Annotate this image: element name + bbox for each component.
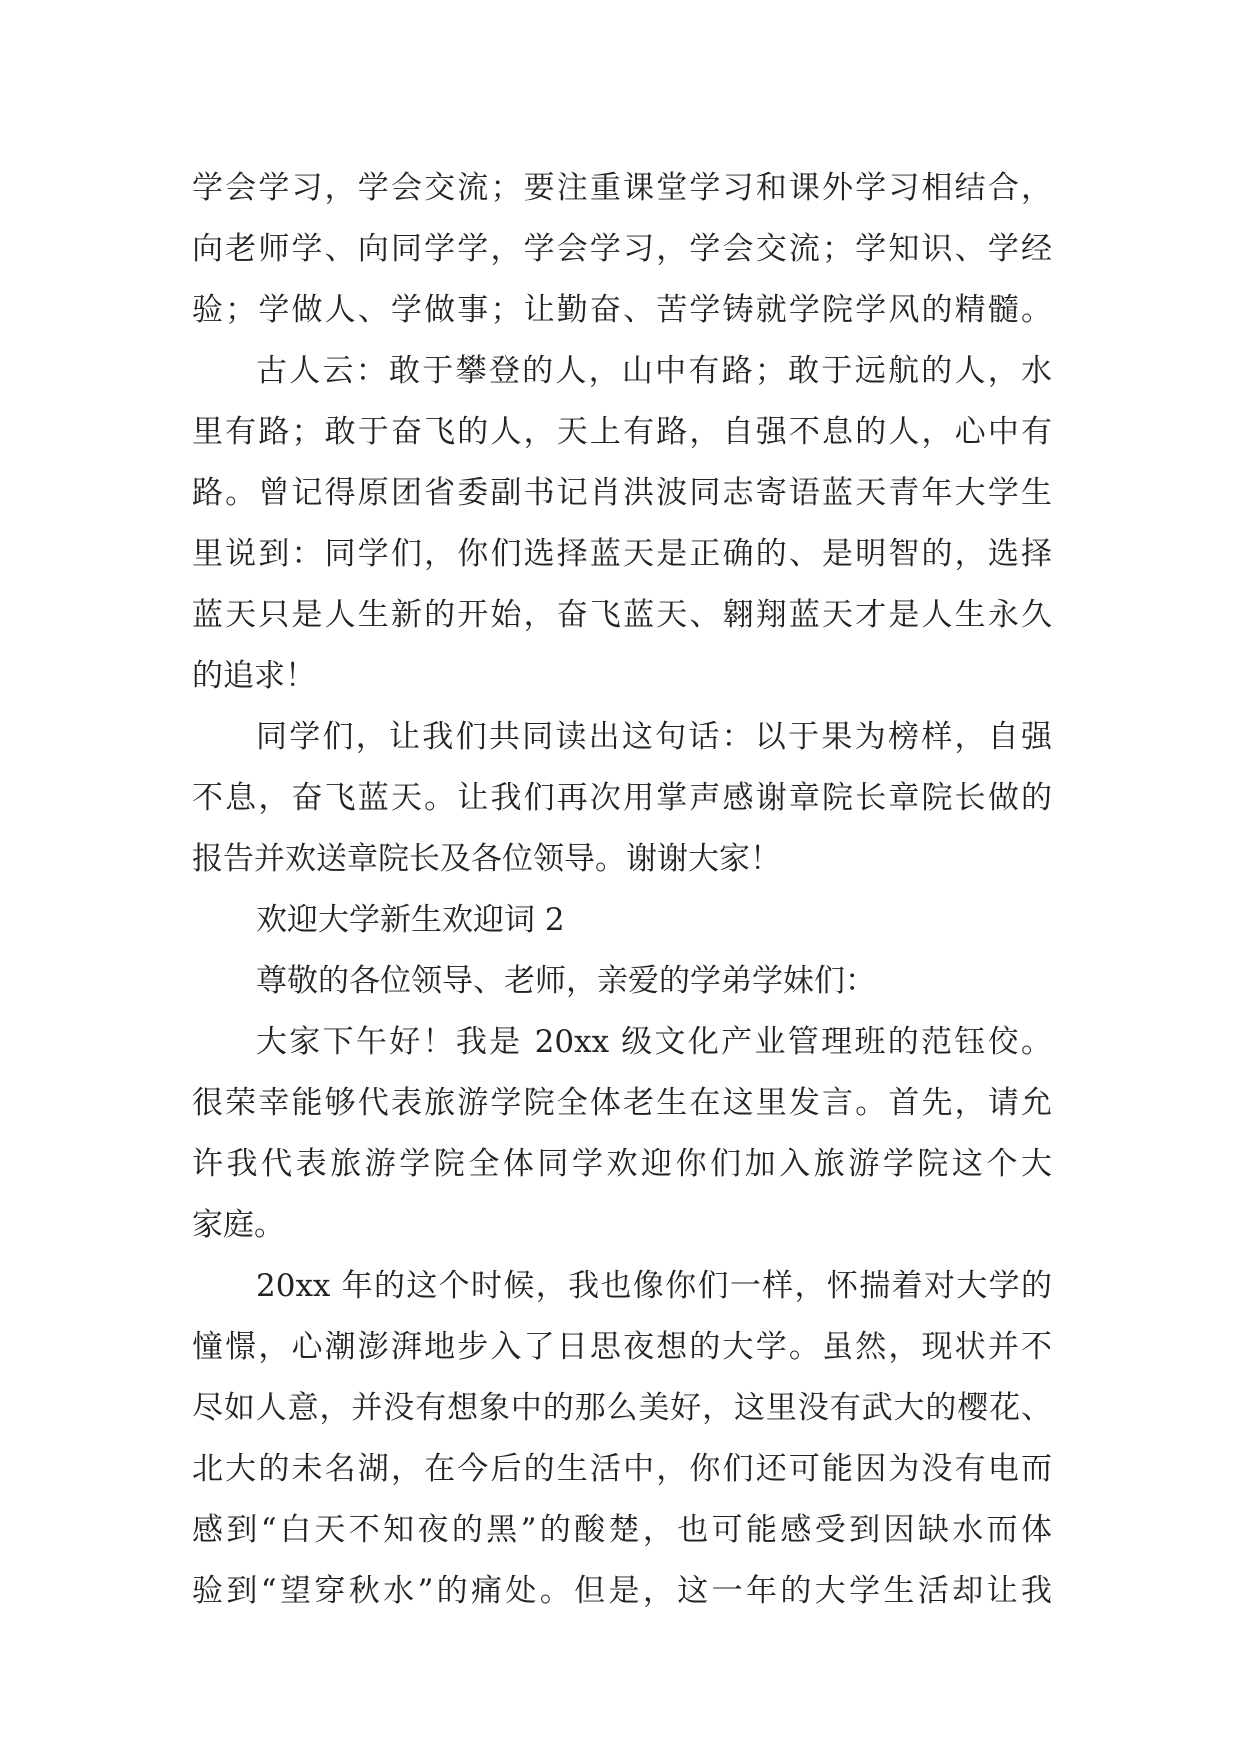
text-line: 许我代表旅游学院全体同学欢迎你们加入旅游学院这个大 bbox=[192, 1146, 1052, 1182]
text-line: 20xx 年的这个时候，我也像你们一样，怀揣着对大学的 bbox=[256, 1268, 1052, 1304]
text-line: 家庭。 bbox=[192, 1207, 285, 1243]
text-line: 报告并欢送章院长及各位领导。谢谢大家！ bbox=[192, 841, 781, 877]
document-body bbox=[192, 158, 1052, 1622]
text-line: 验；学做人、学做事；让勤奋、苦学铸就学院学风的精髓。 bbox=[192, 292, 1052, 328]
text-line: 不息，奋飞蓝天。让我们再次用掌声感谢章院长章院长做的 bbox=[192, 780, 1052, 816]
text-line: 北大的未名湖，在今后的生活中，你们还可能因为没有电而 bbox=[192, 1451, 1052, 1487]
text-line: 感到“白天不知夜的黑”的酸楚，也可能感受到因缺水而体 bbox=[192, 1512, 1052, 1548]
text-line: 尽如人意，并没有想象中的那么美好，这里没有武大的樱花、 bbox=[192, 1390, 1052, 1426]
text-line: 向老师学、向同学学，学会学习，学会交流；学知识、学经 bbox=[192, 231, 1052, 267]
text-line: 里有路；敢于奋飞的人，天上有路，自强不息的人，心中有 bbox=[192, 414, 1052, 450]
text-line: 里说到：同学们，你们选择蓝天是正确的、是明智的，选择 bbox=[192, 536, 1052, 572]
text-line: 大家下午好！我是 20xx 级文化产业管理班的范钰佼。 bbox=[256, 1024, 1052, 1060]
text-line: 欢迎大学新生欢迎词 2 bbox=[256, 902, 565, 938]
text-line: 的追求！ bbox=[192, 658, 316, 694]
text-line: 蓝天只是人生新的开始，奋飞蓝天、翱翔蓝天才是人生永久 bbox=[192, 597, 1052, 633]
text-line: 路。曾记得原团省委副书记肖洪波同志寄语蓝天青年大学生 bbox=[192, 475, 1052, 511]
text-line: 同学们，让我们共同读出这句话：以于果为榜样，自强 bbox=[256, 719, 1052, 755]
text-line: 很荣幸能够代表旅游学院全体老生在这里发言。首先，请允 bbox=[192, 1085, 1052, 1121]
text-line: 学会学习，学会交流；要注重课堂学习和课外学习相结合， bbox=[192, 170, 1052, 206]
text-line: 验到“望穿秋水”的痛处。但是，这一年的大学生活却让我 bbox=[192, 1573, 1052, 1609]
text-line: 憧憬，心潮澎湃地步入了日思夜想的大学。虽然，现状并不 bbox=[192, 1329, 1052, 1365]
text-line: 尊敬的各位领导、老师，亲爱的学弟学妹们： bbox=[256, 963, 876, 999]
text-line: 古人云：敢于攀登的人，山中有路；敢于远航的人，水 bbox=[256, 353, 1052, 389]
